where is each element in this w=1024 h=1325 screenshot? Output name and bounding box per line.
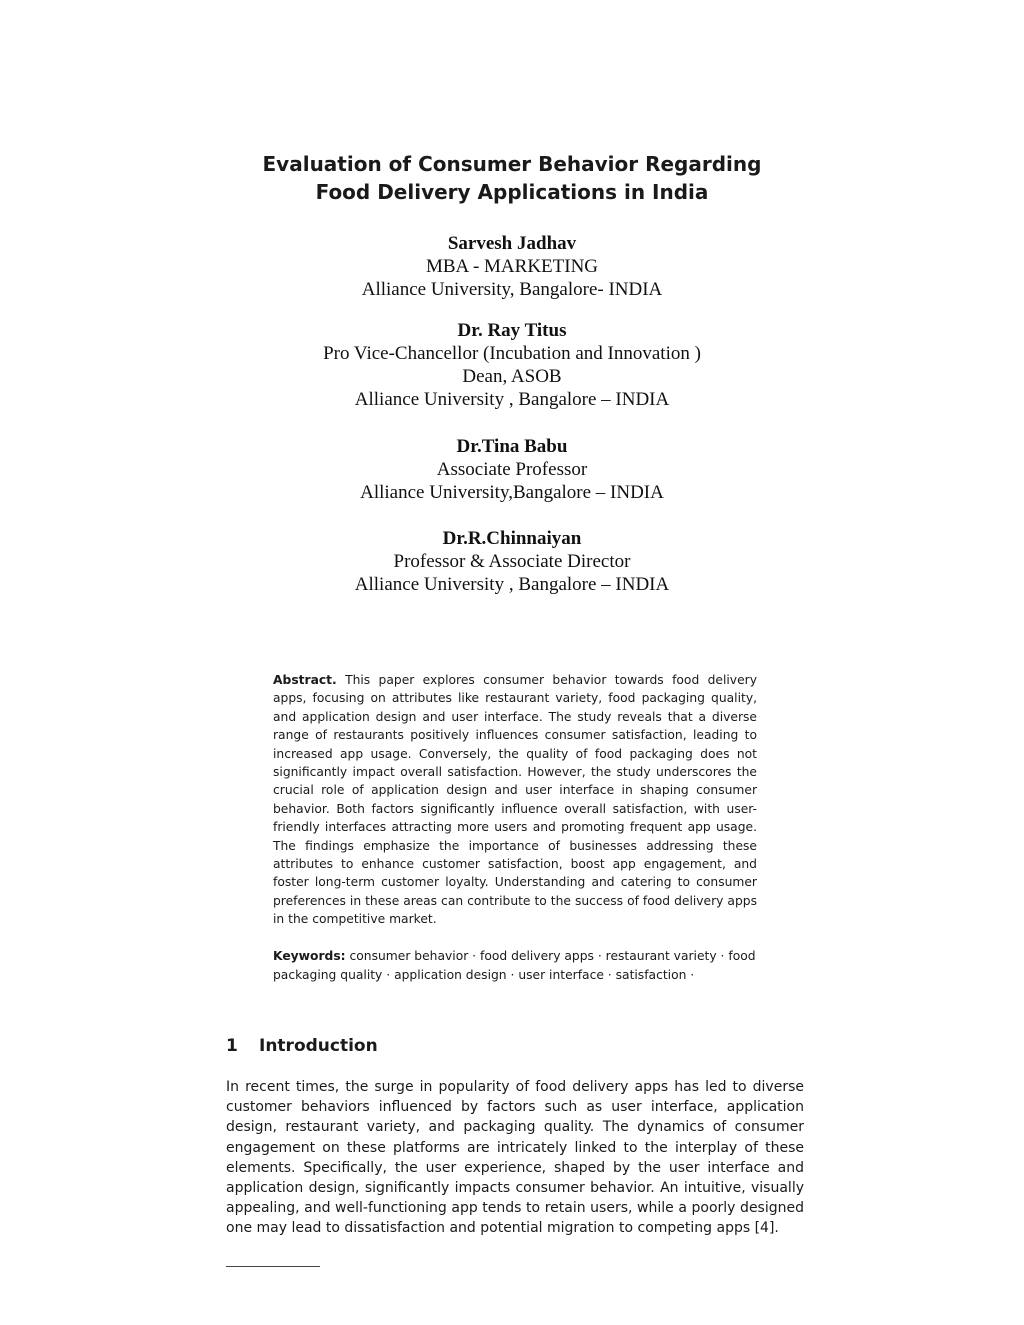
title-line-2: Food Delivery Applications in India <box>315 180 709 204</box>
author-affiliation-line: Dean, ASOB <box>462 366 562 387</box>
author-name: Dr.R.Chinnaiyan <box>442 528 582 549</box>
author-block-1 <box>0 232 1024 301</box>
author-affiliation-line: Pro Vice-Chancellor (Incubation and Innovation ) <box>323 343 701 364</box>
section-title: Introduction <box>259 1036 378 1056</box>
keywords <box>273 947 757 985</box>
author-name: Dr. Ray Titus <box>457 320 567 341</box>
author-affiliation-line: Professor & Associate Director <box>393 551 631 572</box>
abstract-label: Abstract. <box>273 673 337 687</box>
keywords-label: Keywords: <box>273 949 346 963</box>
author-affiliation-line: Associate Professor <box>436 459 588 480</box>
author-affiliation-line: Alliance University,Bangalore – INDIA <box>360 482 664 503</box>
author-name: Sarvesh Jadhav <box>447 233 577 254</box>
footnote-divider <box>226 1266 320 1267</box>
section-heading-introduction <box>226 1034 378 1058</box>
paper-title <box>0 150 1024 206</box>
author-affiliation-line: Alliance University , Bangalore – INDIA <box>354 574 670 595</box>
section-number: 1 <box>226 1036 238 1056</box>
keywords-text: consumer behavior · food delivery apps · restaurant variety · food packaging quality · application design · user interface · satisfaction · <box>273 949 756 982</box>
intro-paragraph: In recent times, the surge in popularity of food delivery apps has led to diverse customer behaviors influenced by factors such as user interface, application design, restaurant variety, and packaging quality. The dynamics of consumer engagement on these platforms are intricately linked to the interplay of these elements. Specifically, the user experience, shaped by the user interface and application design, significantly impacts consumer behavior. An intuitive, visually appealing, and well-functioning app tends to retain users, while a poorly designed one may lead to dissatisfaction and potential migration to competing apps [4]. <box>226 1079 804 1237</box>
title-line-1: Evaluation of Consumer Behavior Regarding <box>262 152 762 176</box>
author-affiliation-line: MBA - MARKETING <box>425 256 599 277</box>
author-name: Dr.Tina Babu <box>456 436 568 457</box>
author-block-2 <box>0 319 1024 411</box>
abstract-text: This paper explores consumer behavior towards food delivery apps, focusing on attributes like restaurant variety, food packaging quality, and application design and user interface. The study reveals that a diverse range of restaurants positively influences consumer satisfaction, leading to increased app usage. Conversely, the quality of food packaging does not significantly impact overall satisfaction. However, the study underscores the crucial role of application design and user interface in shaping consumer behavior. Both factors significantly influence overall satisfaction, with user-friendly interfaces attracting more users and promoting frequent app usage. The findings emphasize the importance of businesses addressing these attributes to enhance customer satisfaction, boost app engagement, and foster long-term customer loyalty. Understanding and catering to consumer preferences in these areas can contribute to the success of food delivery apps in the competitive market. <box>273 673 757 927</box>
author-block-3 <box>0 435 1024 504</box>
abstract <box>273 671 757 929</box>
author-affiliation-line: Alliance University, Bangalore- INDIA <box>361 279 663 300</box>
author-affiliation-line: Alliance University , Bangalore – INDIA <box>354 389 670 410</box>
author-block-4 <box>0 527 1024 596</box>
